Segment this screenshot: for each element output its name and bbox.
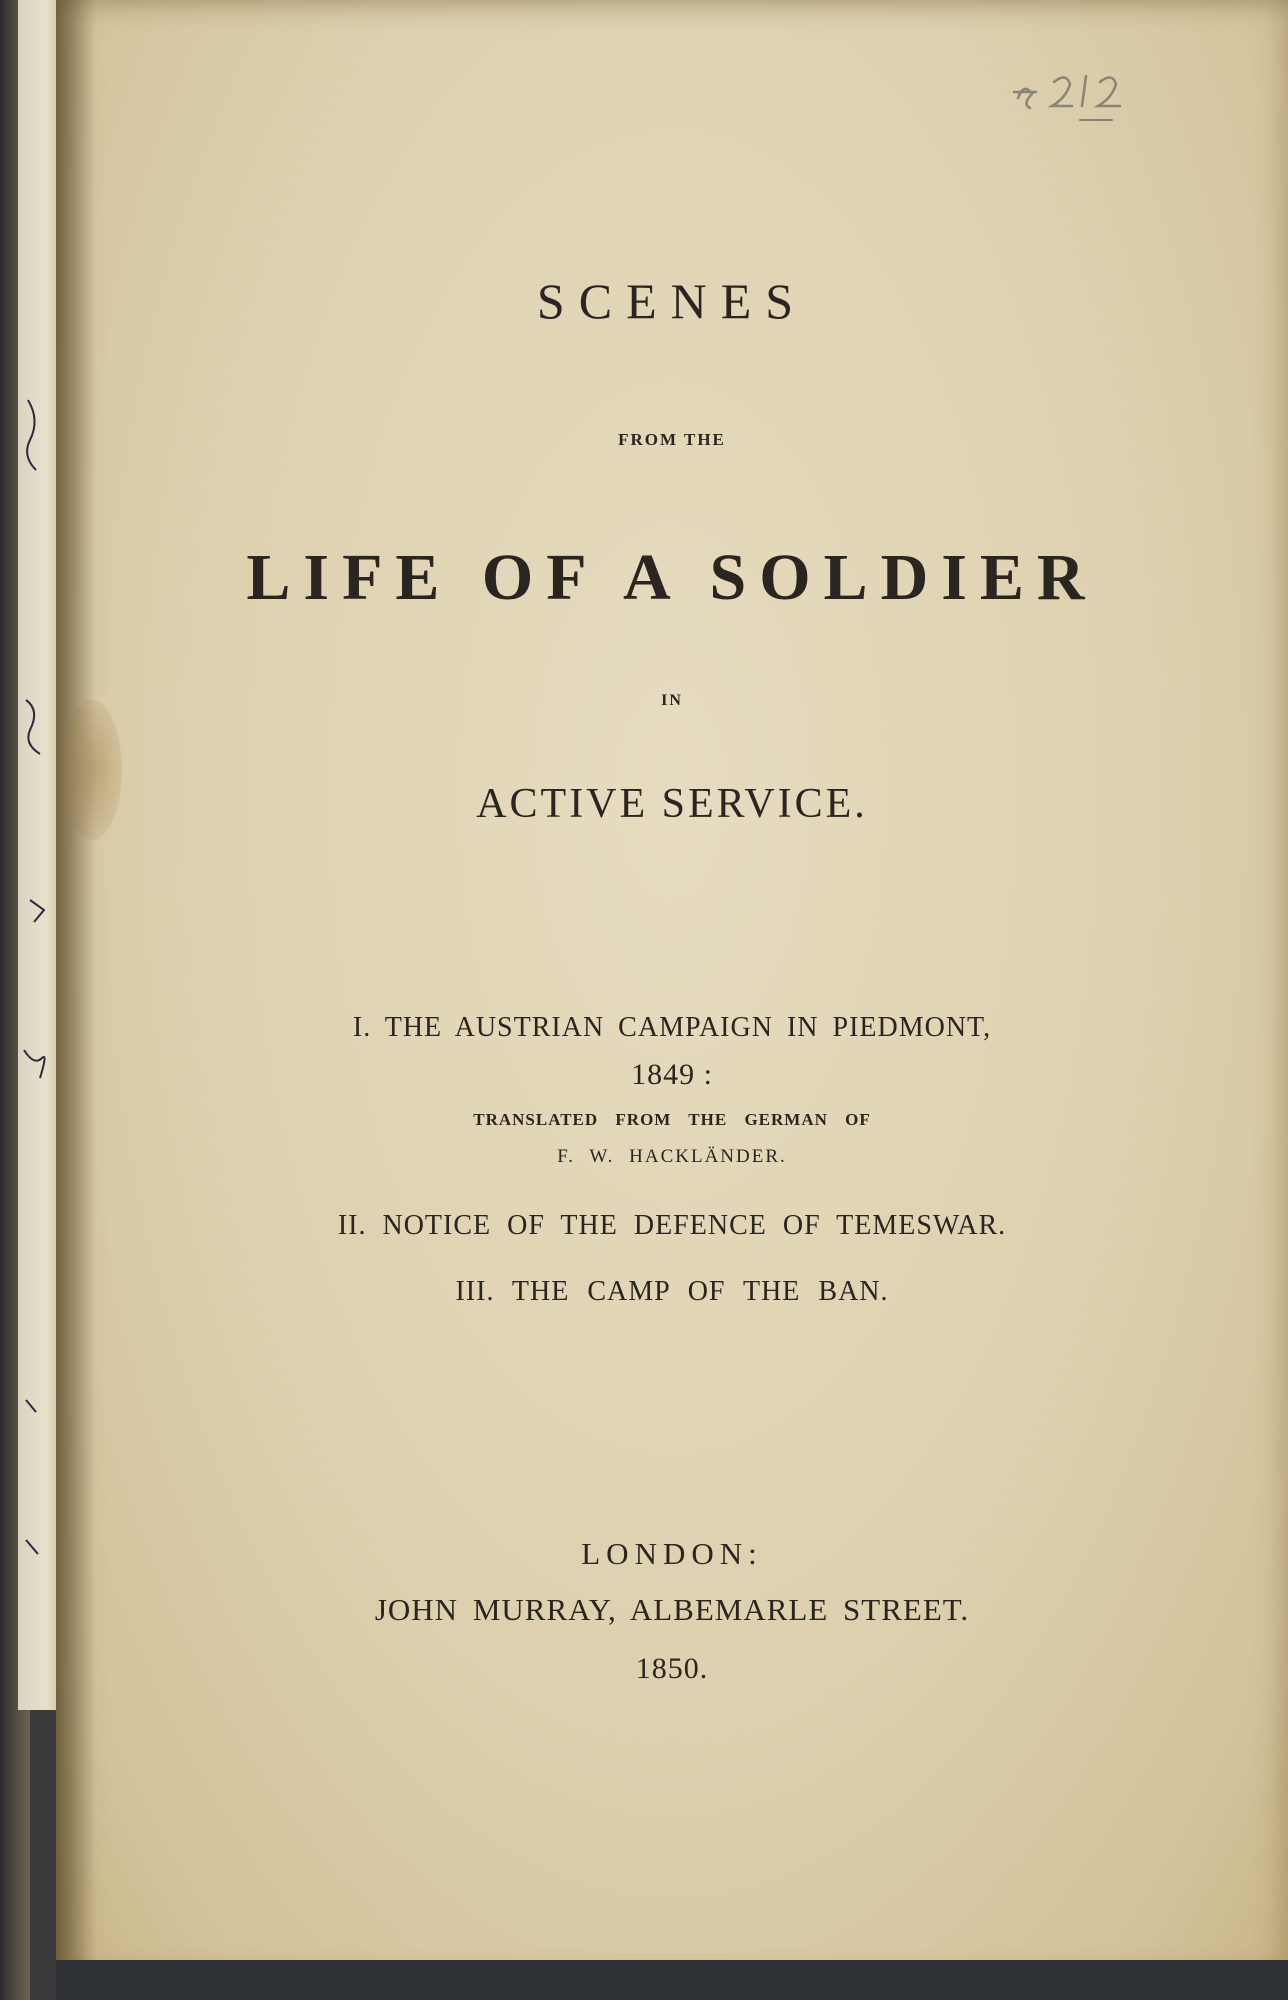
title-page-text [56,0,1288,1960]
title-active-service: ACTIVE SERVICE. [476,781,868,827]
title-from-the: FROM THE [618,430,726,449]
imprint-year: 1850. [635,1652,709,1685]
contents-item-2: II. NOTICE OF THE DEFENCE OF TEMESWAR. [337,1210,1007,1241]
imprint-place: LONDON: [581,1536,763,1571]
contents-item-1: I. THE AUSTRIAN CAMPAIGN IN PIEDMONT, [352,1012,992,1043]
contents-item-1-author: F. W. HACKLÄNDER. [557,1146,787,1167]
contents-item-1-year: 1849 : [631,1058,713,1091]
title-life-of-a-soldier: LIFE OF A SOLDIER [246,541,1098,614]
imprint-publisher: JOHN MURRAY, ALBEMARLE STREET. [374,1592,970,1627]
page-bottom-edge [56,1960,1288,2000]
contents-item-3: III. THE CAMP OF THE BAN. [455,1276,889,1307]
title-in: IN [661,692,683,709]
title-main: SCENES [536,273,808,329]
contents-item-1-translation-note: TRANSLATED FROM THE GERMAN OF [473,1110,871,1129]
